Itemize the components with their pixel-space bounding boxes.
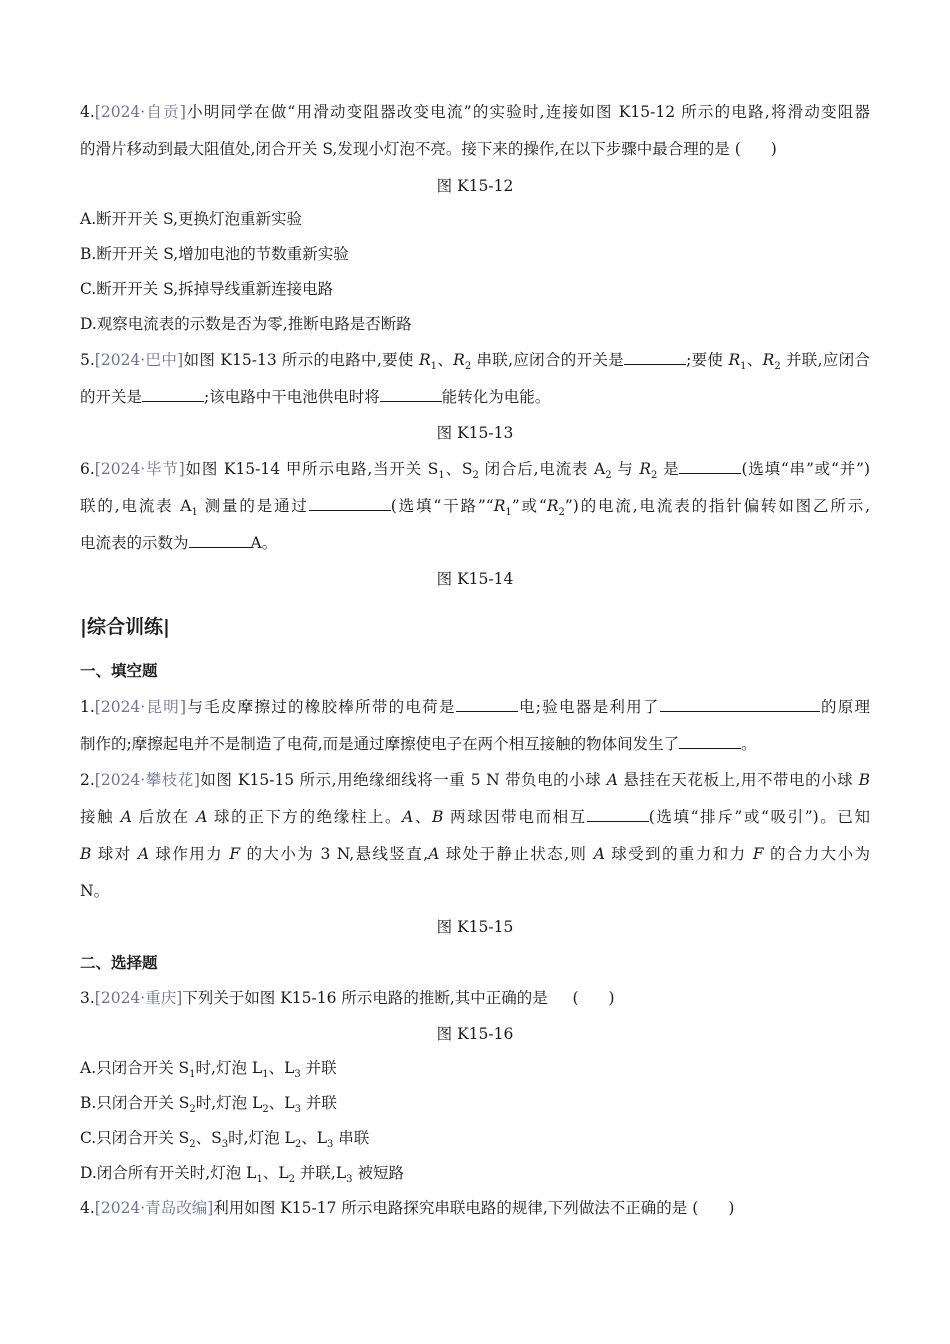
- q5-blank-3[interactable]: [380, 386, 442, 402]
- c3-option-b[interactable]: B.只闭合开关 $S_2$时,灯泡 $L_2$、$L_3$ 并联: [80, 1094, 337, 1116]
- c4-stem: 4.[2024·青岛改编]利用如图 K15-17 所示电路探究串联电路的规律,下列做法不正确的是 ( ): [80, 1199, 735, 1217]
- q6-line-2: 联的,电流表 $A_1$ 测量的是通过 (选填“干路$”“R_1$”或“$R_2$”)的电流,电流表的指针偏转如图乙所示,: [80, 497, 871, 519]
- f1-line-2: 制作的;摩擦起电并不是制造了电荷,而是通过摩擦使电子在两个相互接触的物体间发生了 。: [80, 735, 757, 753]
- f1-blank-2[interactable]: [660, 696, 820, 712]
- c3-stem: 3.[2024·重庆]下列关于如图 K15-16 所示电路的推断,其中正确的是 ( ): [80, 989, 615, 1007]
- figure-caption-k15-16: 图 K15-16: [436, 1025, 514, 1043]
- section-title: |综合训练|: [80, 616, 170, 638]
- q5-line-2: 的开关是 ;该电路中干电池供电时将 能转化为电能。: [80, 388, 551, 406]
- f2-blank-1[interactable]: [587, 806, 649, 822]
- q4-line-2: 的滑片移动到最大阻值处,闭合开关 S,发现小灯泡不亮。接下来的操作,在以下步骤中最合理的是 ( ): [80, 140, 777, 158]
- q4-option-b[interactable]: B.断开开关 S,增加电池的节数重新实验: [80, 245, 349, 263]
- answer-paren[interactable]: ( ): [692, 1199, 735, 1217]
- f2-line-4: N。: [80, 882, 110, 900]
- q4-option-d[interactable]: D.观察电流表的示数是否为零,推断电路是否断路: [80, 315, 412, 333]
- q6-line-3: 电流表的示数为 A。: [80, 534, 278, 552]
- c3-option-d[interactable]: D.闭合所有开关时,灯泡 $L_1$、$L_2$ 并联$,L_3$ 被短路: [80, 1164, 404, 1186]
- q4-option-c[interactable]: C.断开开关 S,拆掉导线重新连接电路: [80, 280, 334, 298]
- q6-blank-3[interactable]: [189, 532, 251, 548]
- part-heading-fill-in: 一、填空题: [80, 662, 158, 680]
- f2-line-1: 2.[2024·攀枝花]如图 K15-15 所示,用绝缘细线将一重 5 N 带负电的小球 A 悬挂在天花板上,用不带电的小球 B: [80, 771, 870, 789]
- answer-paren[interactable]: ( ): [572, 989, 615, 1007]
- f2-line-2: 接触 A 后放在 A 球的正下方的绝缘柱上。A、B 两球因带电而相互 (选填“排斥”或“吸引”)。已知: [80, 808, 870, 826]
- q6-blank-2[interactable]: [309, 495, 391, 511]
- q5-blank-1[interactable]: [624, 349, 686, 365]
- q5-blank-2[interactable]: [142, 386, 204, 402]
- f1-line-1: 1.[2024·昆明]与毛皮摩擦过的橡胶棒所带的电荷是 电;验电器是利用了 的原理: [80, 698, 870, 716]
- f1-blank-1[interactable]: [456, 696, 518, 712]
- c3-option-c[interactable]: C.只闭合开关 $S_2$、$S_3$时,灯泡 $L_2$、$L_3$ 串联: [80, 1129, 370, 1151]
- c3-option-a[interactable]: A.只闭合开关 $S_1$时,灯泡 $L_1$、$L_3$ 并联: [80, 1059, 337, 1081]
- f1-blank-3[interactable]: [679, 733, 741, 749]
- answer-paren[interactable]: ( ): [734, 140, 777, 158]
- figure-caption-k15-15: 图 K15-15: [436, 918, 514, 936]
- q5-line-1: 5.[2024·巴中]如图 K15-13 所示的电路中,要使 $R_1$、$R_2$ 串联,应闭合的开关是 ;要使 $R_1$、$R_2$ 并联,应闭合: [80, 351, 870, 373]
- q4-line-1: 4.[2024·自贡]小明同学在做“用滑动变阻器改变电流”的实验时,连接如图 K15-12 所示的电路,将滑动变阻器: [80, 103, 870, 121]
- f2-line-3: B 球对 A 球作用力 F 的大小为 3 N,悬线竖直,A 球处于静止状态,则 A 球受到的重力和力 F 的合力大小为: [80, 845, 870, 863]
- figure-caption-k15-13: 图 K15-13: [436, 424, 514, 442]
- part-heading-choice: 二、选择题: [80, 954, 158, 972]
- q6-blank-1[interactable]: [679, 458, 741, 474]
- q4-option-a[interactable]: A.断开开关 S,更换灯泡重新实验: [80, 210, 303, 228]
- figure-caption-k15-12: 图 K15-12: [436, 177, 514, 195]
- figure-caption-k15-14: 图 K15-14: [436, 570, 514, 588]
- q6-line-1: 6.[2024·毕节]如图 K15-14 甲所示电路,当开关 $S_1$、$S_2$ 闭合后,电流表 $A_2$ 与 $R_2$ 是 (选填“串”或“并”): [80, 460, 871, 482]
